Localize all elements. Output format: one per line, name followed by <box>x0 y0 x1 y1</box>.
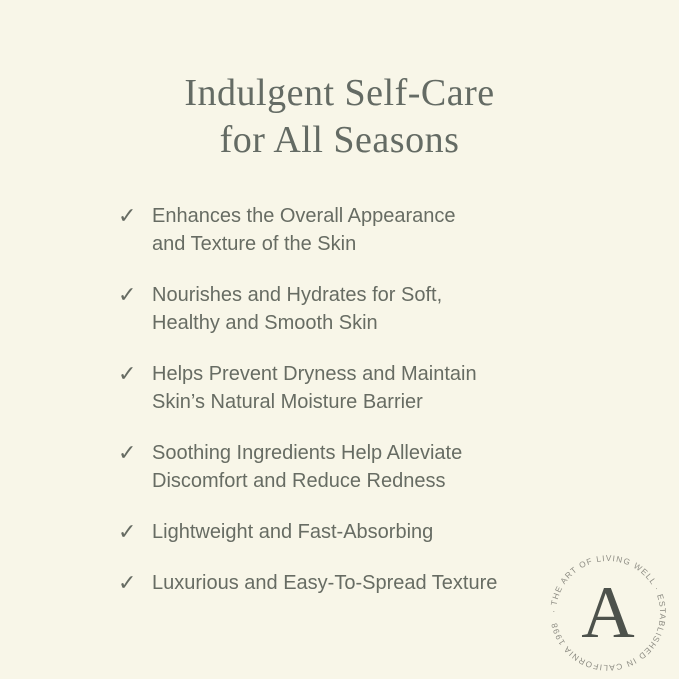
list-item <box>118 281 619 337</box>
list-item <box>118 202 619 258</box>
brand-monogram-icon: A <box>581 572 635 654</box>
benefit-text: Soothing Ingredients Help Alleviate Discomfort and Reduce Redness <box>152 442 463 492</box>
page-title: Indulgent Self-Care for All Seasons <box>184 72 495 161</box>
benefit-text: Lightweight and Fast-Absorbing <box>152 521 434 543</box>
list-item <box>118 439 619 495</box>
checkmark-icon: ✓ <box>118 203 137 228</box>
checkmark-icon: ✓ <box>118 440 137 465</box>
benefit-text: Nourishes and Hydrates for Soft, Healthy and Smooth Skin <box>152 284 443 334</box>
badge-ring-text: · THE ART OF LIVING WELL · ESTABLISHED IN CALIFORNIA 1998 <box>547 552 669 674</box>
benefits-list <box>0 202 679 597</box>
benefit-text: Luxurious and Easy-To-Spread Texture <box>152 572 498 594</box>
checkmark-icon: ✓ <box>118 282 137 307</box>
benefit-text: Enhances the Overall Appearance and Texture of the Skin <box>152 205 456 255</box>
brand-badge-svg <box>538 543 678 679</box>
checkmark-icon: ✓ <box>118 361 137 386</box>
benefit-text: Helps Prevent Dryness and Maintain Skin’s Natural Moisture Barrier <box>152 363 477 413</box>
checkmark-icon: ✓ <box>118 570 137 595</box>
list-item <box>118 518 619 546</box>
checkmark-icon: ✓ <box>118 519 137 544</box>
brand-badge <box>538 543 678 679</box>
list-item <box>118 360 619 416</box>
